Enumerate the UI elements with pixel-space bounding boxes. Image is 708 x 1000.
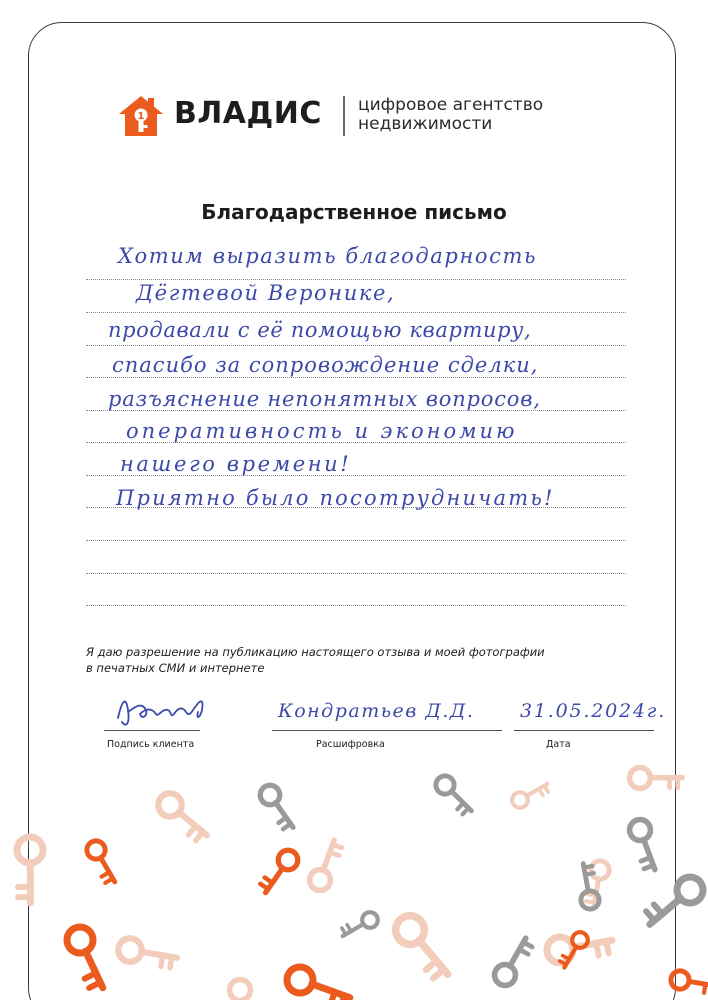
writing-line [86, 312, 626, 313]
handwritten-line: Хотим выразить благодарность [118, 244, 538, 268]
handwritten-line: спасибо за сопровождение сделки, [112, 353, 539, 377]
name-line [272, 730, 502, 731]
brand-tagline [358, 96, 588, 134]
handwritten-line: оперативность и экономию [126, 419, 518, 443]
writing-line [86, 605, 626, 606]
handwritten-line: продавали с её помощью квартиру, [108, 318, 532, 342]
brand-name: ВЛАДИС [174, 96, 322, 131]
date-line [514, 730, 654, 731]
svg-text:1: 1 [137, 111, 145, 122]
client-signature [112, 688, 222, 734]
consent-line-1: Я даю разрешение на публикацию настоящего отзыва и моей фотографии [86, 645, 545, 659]
writing-line [86, 377, 626, 378]
signature-line [104, 730, 200, 731]
client-name: Кондратьев Д.Д. [278, 700, 475, 722]
handwritten-line: разъяснение непонятных вопросов, [108, 387, 541, 411]
letter-date: 31.05.2024г. [520, 700, 667, 722]
handwritten-line: Приятно было посотрудничать! [116, 486, 555, 510]
writing-line [86, 573, 626, 574]
tagline-line-1: цифровое агентство [358, 95, 544, 115]
handwritten-line: Дёгтевой Веронике, [136, 281, 396, 305]
tagline-line-2: недвижимости [358, 114, 493, 134]
handwritten-line: нашего времени! [120, 452, 352, 476]
publication-consent [86, 644, 606, 676]
writing-line [86, 540, 626, 541]
writing-line [86, 279, 626, 280]
letter-title: Благодарственное письмо [201, 200, 507, 224]
house-key-icon [118, 94, 164, 138]
writing-line [86, 345, 626, 346]
signature-label: Подпись клиента [107, 739, 195, 750]
date-label: Дата [546, 739, 571, 750]
keys-pattern [0, 740, 708, 1000]
consent-line-2: в печатных СМИ и интернете [86, 661, 265, 675]
name-label: Расшифровка [316, 739, 385, 750]
logo-divider [343, 96, 345, 136]
